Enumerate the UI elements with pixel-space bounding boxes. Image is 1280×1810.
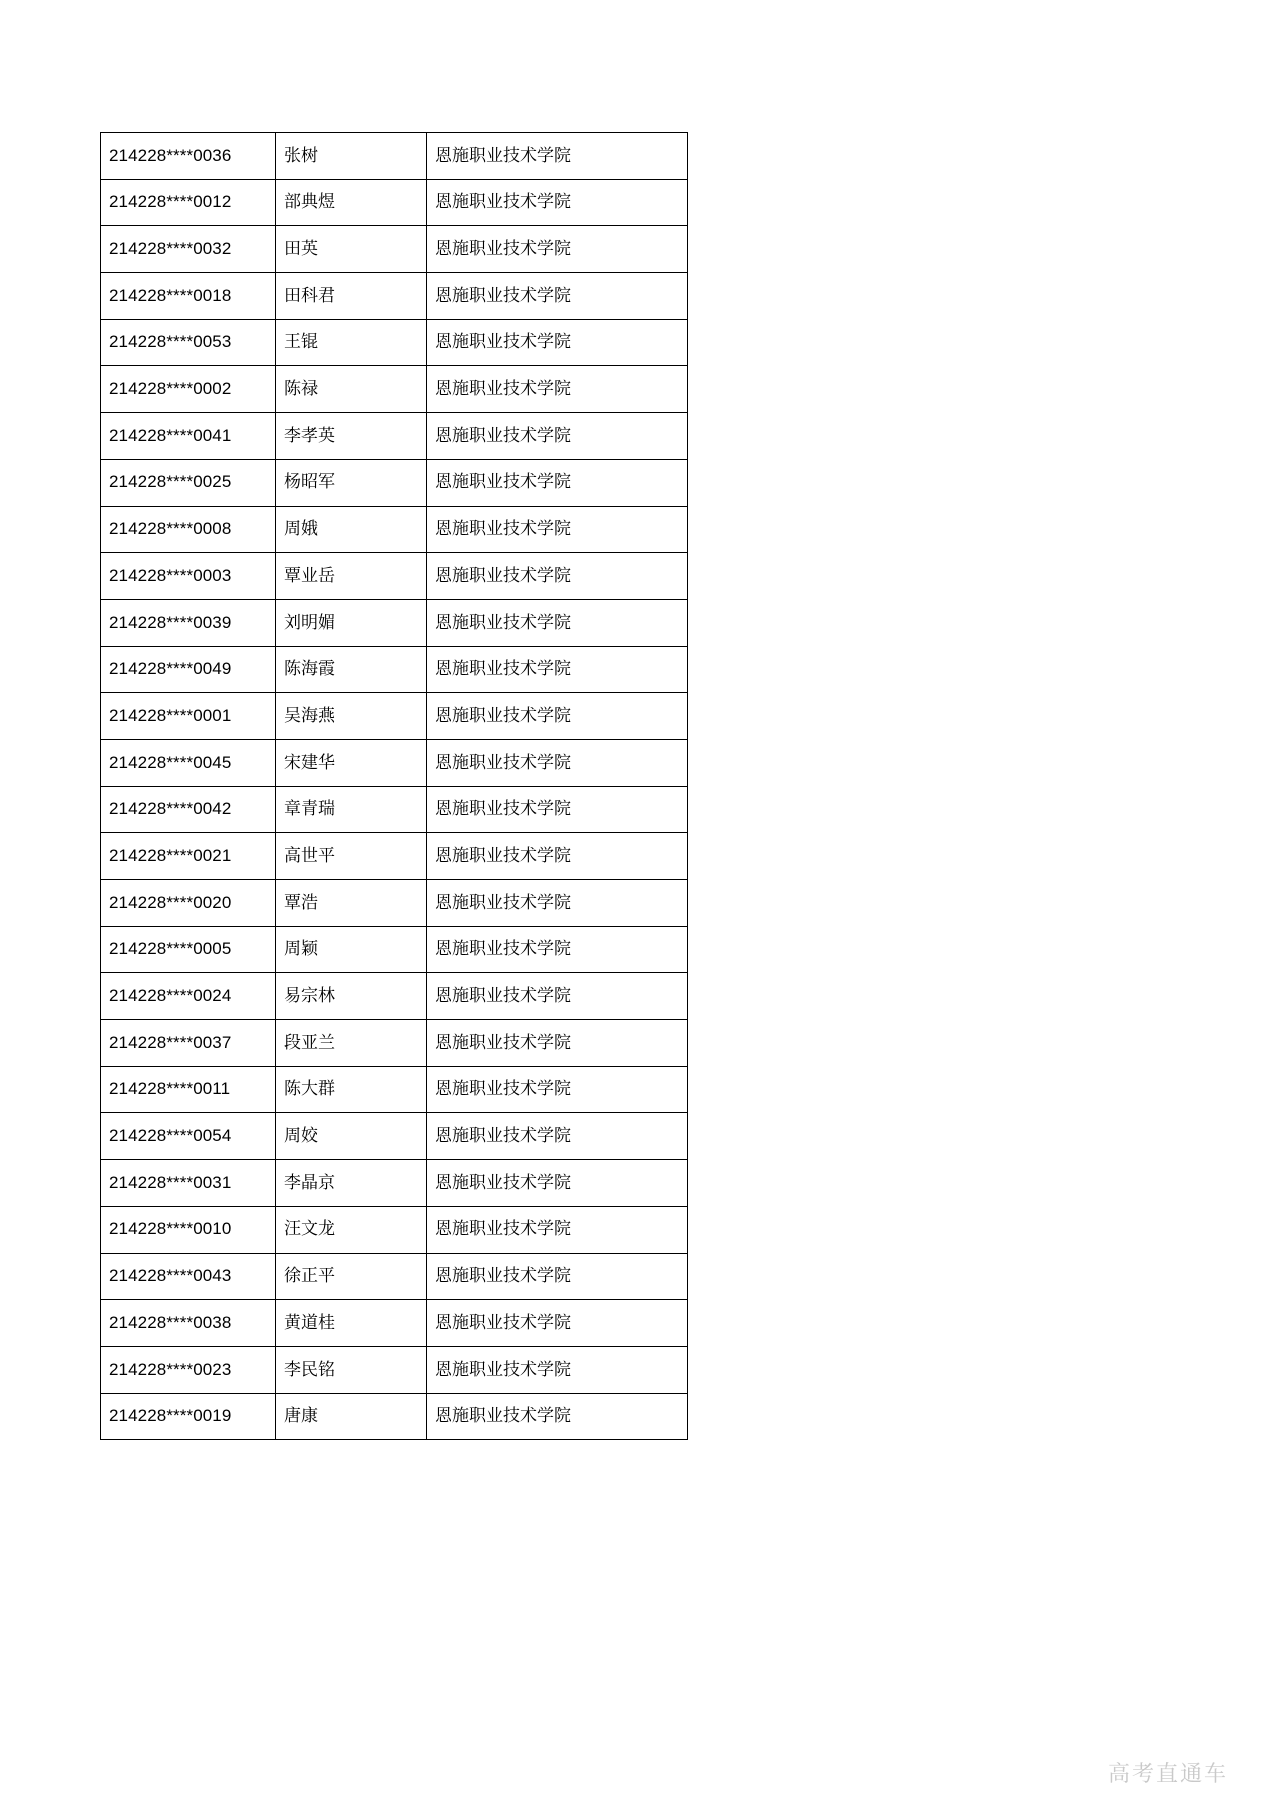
- cell-candidate-name: 陈海霞: [276, 646, 427, 693]
- cell-candidate-id: 214228****0054: [101, 1113, 276, 1160]
- cell-institution: 恩施职业技术学院: [427, 973, 688, 1020]
- table-row: [101, 1253, 688, 1300]
- cell-candidate-id: 214228****0049: [101, 646, 276, 693]
- table-row: [101, 833, 688, 880]
- table-row: [101, 179, 688, 226]
- cell-candidate-name: 刘明媚: [276, 599, 427, 646]
- cell-candidate-name: 张树: [276, 133, 427, 180]
- cell-candidate-name: 陈禄: [276, 366, 427, 413]
- table-row: [101, 366, 688, 413]
- cell-candidate-name: 覃浩: [276, 880, 427, 927]
- table-row: [101, 1113, 688, 1160]
- cell-candidate-id: 214228****0024: [101, 973, 276, 1020]
- table-row: [101, 973, 688, 1020]
- cell-institution: 恩施职业技术学院: [427, 1113, 688, 1160]
- table-row: [101, 693, 688, 740]
- cell-candidate-name: 李晶京: [276, 1160, 427, 1207]
- candidate-roster-table: [100, 132, 688, 1440]
- cell-institution: 恩施职业技术学院: [427, 1160, 688, 1207]
- table-row: [101, 413, 688, 460]
- cell-candidate-id: 214228****0021: [101, 833, 276, 880]
- cell-candidate-id: 214228****0008: [101, 506, 276, 553]
- cell-institution: 恩施职业技术学院: [427, 226, 688, 273]
- cell-candidate-name: 李民铭: [276, 1346, 427, 1393]
- cell-candidate-id: 214228****0041: [101, 413, 276, 460]
- cell-institution: 恩施职业技术学院: [427, 319, 688, 366]
- cell-candidate-name: 李孝英: [276, 413, 427, 460]
- cell-institution: 恩施职业技术学院: [427, 786, 688, 833]
- cell-candidate-name: 唐康: [276, 1393, 427, 1440]
- cell-institution: 恩施职业技术学院: [427, 366, 688, 413]
- cell-candidate-id: 214228****0002: [101, 366, 276, 413]
- cell-candidate-id: 214228****0036: [101, 133, 276, 180]
- cell-candidate-name: 汪文龙: [276, 1206, 427, 1253]
- cell-candidate-name: 覃业岳: [276, 553, 427, 600]
- roster-table-container: [100, 132, 636, 1440]
- table-row: [101, 1160, 688, 1207]
- cell-candidate-name: 高世平: [276, 833, 427, 880]
- table-row: [101, 133, 688, 180]
- table-row: [101, 880, 688, 927]
- cell-candidate-name: 徐正平: [276, 1253, 427, 1300]
- table-row: [101, 1346, 688, 1393]
- table-row: [101, 273, 688, 320]
- table-row: [101, 459, 688, 506]
- cell-candidate-id: 214228****0045: [101, 739, 276, 786]
- cell-candidate-id: 214228****0019: [101, 1393, 276, 1440]
- table-row: [101, 926, 688, 973]
- watermark-text: 高考直通车: [1107, 1762, 1228, 1787]
- cell-candidate-name: 宋建华: [276, 739, 427, 786]
- cell-candidate-id: 214228****0005: [101, 926, 276, 973]
- table-row: [101, 1206, 688, 1253]
- cell-institution: 恩施职业技术学院: [427, 1206, 688, 1253]
- cell-candidate-name: 章青瑞: [276, 786, 427, 833]
- cell-candidate-name: 陈大群: [276, 1066, 427, 1113]
- cell-institution: 恩施职业技术学院: [427, 1253, 688, 1300]
- cell-institution: 恩施职业技术学院: [427, 926, 688, 973]
- cell-candidate-name: 田科君: [276, 273, 427, 320]
- cell-candidate-name: 周姣: [276, 1113, 427, 1160]
- table-row: [101, 506, 688, 553]
- cell-candidate-name: 黄道桂: [276, 1300, 427, 1347]
- cell-candidate-id: 214228****0037: [101, 1020, 276, 1067]
- cell-institution: 恩施职业技术学院: [427, 459, 688, 506]
- table-row: [101, 319, 688, 366]
- cell-candidate-id: 214228****0031: [101, 1160, 276, 1207]
- table-row: [101, 739, 688, 786]
- cell-candidate-name: 部典煜: [276, 179, 427, 226]
- table-row: [101, 1020, 688, 1067]
- cell-institution: 恩施职业技术学院: [427, 273, 688, 320]
- cell-candidate-id: 214228****0020: [101, 880, 276, 927]
- table-row: [101, 646, 688, 693]
- cell-candidate-id: 214228****0043: [101, 1253, 276, 1300]
- cell-institution: 恩施职业技术学院: [427, 1393, 688, 1440]
- table-row: [101, 1066, 688, 1113]
- cell-institution: 恩施职业技术学院: [427, 1346, 688, 1393]
- cell-institution: 恩施职业技术学院: [427, 646, 688, 693]
- cell-institution: 恩施职业技术学院: [427, 833, 688, 880]
- cell-institution: 恩施职业技术学院: [427, 1020, 688, 1067]
- cell-candidate-id: 214228****0038: [101, 1300, 276, 1347]
- cell-candidate-id: 214228****0003: [101, 553, 276, 600]
- cell-institution: 恩施职业技术学院: [427, 179, 688, 226]
- cell-candidate-name: 易宗林: [276, 973, 427, 1020]
- cell-institution: 恩施职业技术学院: [427, 599, 688, 646]
- table-row: [101, 1300, 688, 1347]
- cell-candidate-name: 周娥: [276, 506, 427, 553]
- cell-candidate-name: 周颖: [276, 926, 427, 973]
- cell-candidate-id: 214228****0018: [101, 273, 276, 320]
- cell-candidate-id: 214228****0010: [101, 1206, 276, 1253]
- cell-candidate-id: 214228****0042: [101, 786, 276, 833]
- cell-institution: 恩施职业技术学院: [427, 506, 688, 553]
- cell-institution: 恩施职业技术学院: [427, 693, 688, 740]
- cell-institution: 恩施职业技术学院: [427, 413, 688, 460]
- cell-institution: 恩施职业技术学院: [427, 880, 688, 927]
- table-row: [101, 599, 688, 646]
- cell-candidate-id: 214228****0001: [101, 693, 276, 740]
- cell-candidate-name: 吴海燕: [276, 693, 427, 740]
- cell-institution: 恩施职业技术学院: [427, 1066, 688, 1113]
- table-row: [101, 226, 688, 273]
- cell-candidate-id: 214228****0032: [101, 226, 276, 273]
- cell-candidate-name: 杨昭军: [276, 459, 427, 506]
- cell-candidate-name: 田英: [276, 226, 427, 273]
- cell-candidate-name: 王锟: [276, 319, 427, 366]
- cell-candidate-id: 214228****0023: [101, 1346, 276, 1393]
- table-row: [101, 786, 688, 833]
- cell-institution: 恩施职业技术学院: [427, 739, 688, 786]
- table-row: [101, 553, 688, 600]
- roster-table-body: [101, 133, 688, 1440]
- cell-candidate-id: 214228****0053: [101, 319, 276, 366]
- cell-candidate-id: 214228****0025: [101, 459, 276, 506]
- table-row: [101, 1393, 688, 1440]
- cell-candidate-id: 214228****0011: [101, 1066, 276, 1113]
- cell-institution: 恩施职业技术学院: [427, 133, 688, 180]
- cell-candidate-id: 214228****0012: [101, 179, 276, 226]
- cell-institution: 恩施职业技术学院: [427, 553, 688, 600]
- cell-candidate-id: 214228****0039: [101, 599, 276, 646]
- cell-candidate-name: 段亚兰: [276, 1020, 427, 1067]
- cell-institution: 恩施职业技术学院: [427, 1300, 688, 1347]
